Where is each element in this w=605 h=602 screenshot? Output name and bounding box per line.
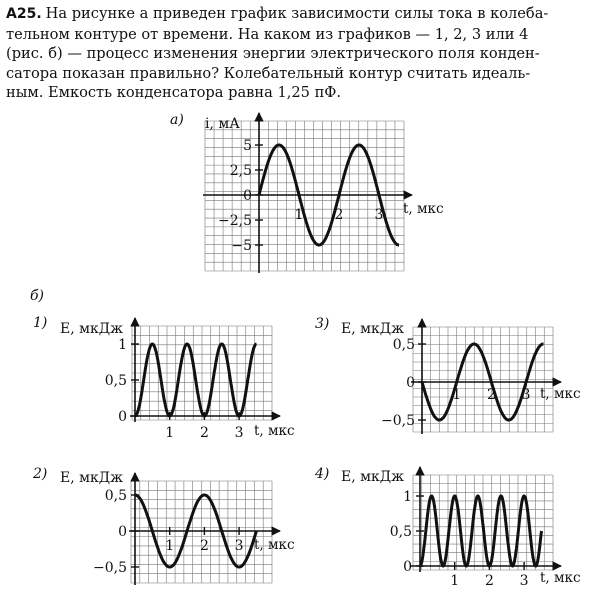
curve: [420, 496, 542, 566]
y-tick-label: 0: [403, 559, 412, 575]
panel-1: [33, 315, 295, 441]
y-tick-label: 0,5: [392, 337, 415, 353]
figure-b-label: б): [30, 288, 45, 304]
y-tick-label: 0,5: [104, 488, 127, 504]
x-tick-label: 2: [199, 538, 209, 554]
y-tick-label: 0,5: [104, 373, 127, 389]
y-tick-label: −5: [231, 238, 252, 254]
y-tick-label: −0,5: [93, 560, 127, 576]
x-tick-label: 1: [294, 207, 304, 223]
figure-label: 4): [315, 466, 330, 482]
y-axis-label: E, мкДж: [341, 321, 405, 337]
y-tick-label: 0: [243, 188, 252, 204]
problem-number: А25.: [6, 6, 42, 22]
y-tick-label: 1: [118, 337, 127, 353]
x-tick-label: 1: [165, 425, 175, 441]
x-tick-label: 2: [486, 387, 496, 403]
y-axis-label: E, мкДж: [341, 469, 405, 485]
figure-label: 2): [33, 466, 48, 482]
y-tick-label: −2,5: [218, 213, 252, 229]
x-tick-label: 2: [484, 573, 494, 589]
problem-line-1: А25. На рисунке а приведен график зависимости силы тока в колеба-: [6, 5, 549, 22]
y-tick-label: 0: [118, 524, 127, 540]
y-tick-label: 0,5: [389, 524, 412, 540]
x-tick-label: 2: [199, 425, 209, 441]
figure-a: [170, 112, 444, 273]
x-tick-label: 3: [521, 387, 531, 403]
problem-line-4: сатора показан правильно? Колебательный контур считать идеаль-: [6, 64, 531, 82]
figure-label: 3): [315, 316, 330, 332]
curve: [135, 344, 257, 416]
y-tick-label: 0: [406, 375, 415, 391]
x-tick-label: 3: [234, 538, 244, 554]
x-axis-label: t, мкс: [254, 537, 295, 553]
x-tick-label: 1: [450, 573, 460, 589]
x-tick-label: 3: [374, 207, 384, 223]
figure-label: а): [170, 112, 184, 128]
panel-2: [32, 466, 295, 585]
x-axis-label: t, мкс: [254, 423, 295, 439]
x-tick-label: 3: [234, 425, 244, 441]
x-tick-label: 1: [165, 538, 175, 554]
y-tick-label: 0: [118, 409, 127, 425]
problem-line-5: ным. Емкость конденсатора равна 1,25 пФ.: [6, 84, 342, 101]
x-axis-label: t, мкс: [540, 386, 581, 402]
y-axis-label: E, мкДж: [60, 470, 124, 486]
problem-line-2: тельном контуре от времени. На каком из графиков — 1, 2, 3 или 4: [6, 25, 529, 43]
panel-4: [314, 466, 581, 589]
y-axis-label: E, мкДж: [60, 321, 124, 337]
x-tick-label: 3: [519, 573, 529, 589]
x-axis-label: t, мкс: [403, 201, 444, 217]
problem-line-3: (рис. б) — процесс изменения энергии электрического поля конден-: [6, 45, 540, 62]
panel-3: [315, 316, 581, 434]
figure-label: 1): [33, 315, 48, 331]
y-axis-label: i, мА: [205, 116, 240, 132]
y-tick-label: 1: [403, 489, 412, 505]
y-tick-label: −0,5: [381, 413, 415, 429]
y-tick-label: 2,5: [229, 163, 252, 179]
y-tick-label: 5: [243, 138, 252, 154]
x-tick-label: 1: [452, 387, 462, 403]
x-tick-label: 2: [334, 207, 344, 223]
x-axis-label: t, мкс: [540, 570, 581, 586]
